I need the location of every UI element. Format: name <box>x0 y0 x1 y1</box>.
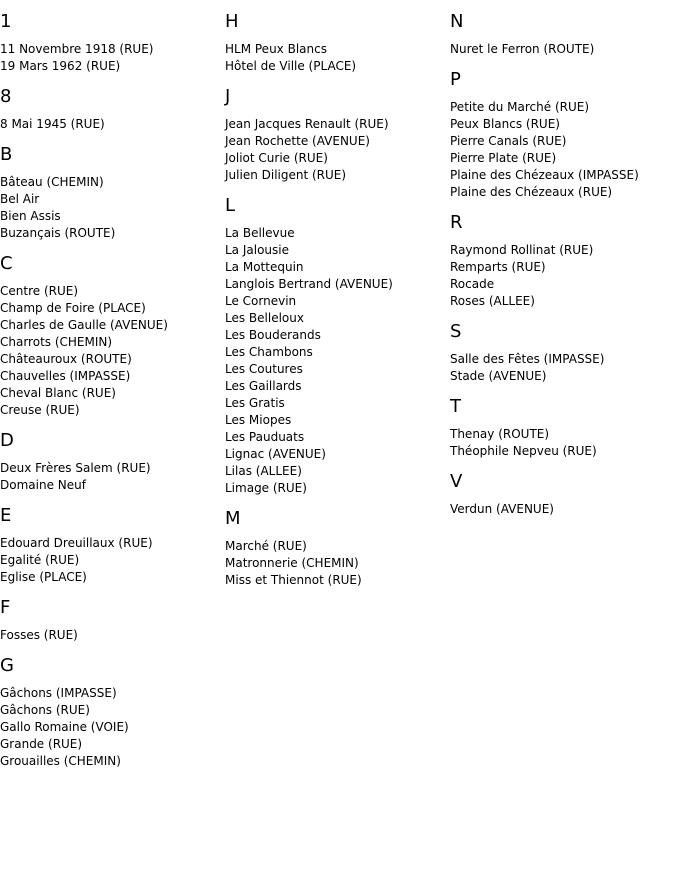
street-entry: Creuse (RUE) <box>0 403 80 417</box>
street-entry: Jean Jacques Renault (RUE) <box>225 117 389 131</box>
street-entry: Charrots (CHEMIN) <box>0 335 113 349</box>
street-list <box>0 460 222 494</box>
street-entry: Remparts (RUE) <box>450 260 546 274</box>
section-letter-heading: M <box>225 508 241 529</box>
street-list <box>0 41 222 75</box>
street-entry: Bel Air <box>0 192 40 206</box>
street-list <box>0 627 222 644</box>
street-entry: Châteauroux (ROUTE) <box>0 352 132 366</box>
street-entry: Chauvelles (IMPASSE) <box>0 369 131 383</box>
street-entry: Pierre Canals (RUE) <box>450 134 567 148</box>
street-entry: Plaine des Chézeaux (RUE) <box>450 185 613 199</box>
street-entry: Cheval Blanc (RUE) <box>0 386 116 400</box>
street-entry: 8 Mai 1945 (RUE) <box>0 117 105 131</box>
section-letter-heading: P <box>450 69 461 90</box>
letter-section <box>450 321 672 385</box>
street-entry: La Mottequin <box>225 260 304 274</box>
street-entry: Buzançais (ROUTE) <box>0 226 116 240</box>
street-entry: Théophile Nepveu (RUE) <box>450 444 597 458</box>
street-entry: Matronnerie (CHEMIN) <box>225 556 359 570</box>
street-entry: La Bellevue <box>225 226 295 240</box>
street-list <box>225 225 447 497</box>
street-entry: Fosses (RUE) <box>0 628 78 642</box>
street-entry: Edouard Dreuillaux (RUE) <box>0 536 153 550</box>
street-list <box>450 41 672 58</box>
street-index-column-2 <box>225 0 447 600</box>
section-letter-heading: F <box>0 597 11 618</box>
street-entry: Peux Blancs (RUE) <box>450 117 560 131</box>
section-letter-heading: B <box>0 144 13 165</box>
letter-section <box>0 11 222 75</box>
letter-section <box>225 86 447 184</box>
letter-section <box>225 11 447 75</box>
street-list <box>450 351 672 385</box>
street-entry: Jean Rochette (AVENUE) <box>225 134 370 148</box>
street-entry: Domaine Neuf <box>0 478 86 492</box>
street-entry: Hôtel de Ville (PLACE) <box>225 59 357 73</box>
street-entry: Nuret le Ferron (ROUTE) <box>450 42 595 56</box>
street-list <box>0 283 222 419</box>
street-entry: Pierre Plate (RUE) <box>450 151 557 165</box>
street-entry: Les Miopes <box>225 413 292 427</box>
street-entry: Eglise (PLACE) <box>0 570 87 584</box>
street-entry: Julien Diligent (RUE) <box>225 168 347 182</box>
street-entry: HLM Peux Blancs <box>225 42 327 56</box>
letter-section <box>450 212 672 310</box>
street-entry: Bien Assis <box>0 209 61 223</box>
street-entry: Lilas (ALLEE) <box>225 464 302 478</box>
letter-section <box>0 655 222 770</box>
street-list <box>225 538 447 589</box>
street-entry: Langlois Bertrand (AVENUE) <box>225 277 393 291</box>
street-entry: Deux Frères Salem (RUE) <box>0 461 151 475</box>
street-list <box>0 535 222 586</box>
street-list <box>225 116 447 184</box>
street-entry: Petite du Marché (RUE) <box>450 100 590 114</box>
street-entry: Les Gaillards <box>225 379 302 393</box>
section-letter-heading: E <box>0 505 12 526</box>
street-list <box>225 41 447 75</box>
street-entry: La Jalousie <box>225 243 289 257</box>
section-letter-heading: 8 <box>0 86 12 107</box>
letter-section <box>0 430 222 494</box>
letter-section <box>450 11 672 58</box>
street-entry: Les Bouderands <box>225 328 321 342</box>
section-letter-heading: C <box>0 253 13 274</box>
letter-section <box>450 69 672 201</box>
section-letter-heading: T <box>450 396 461 417</box>
street-list <box>450 99 672 201</box>
section-letter-heading: G <box>0 655 14 676</box>
street-entry: Centre (RUE) <box>0 284 79 298</box>
street-entry: Charles de Gaulle (AVENUE) <box>0 318 168 332</box>
section-letter-heading: H <box>225 11 239 32</box>
section-letter-heading: N <box>450 11 464 32</box>
letter-section <box>0 86 222 133</box>
letter-section <box>0 144 222 242</box>
street-entry: Marché (RUE) <box>225 539 307 553</box>
street-entry: Les Pauduats <box>225 430 305 444</box>
street-entry: Les Chambons <box>225 345 313 359</box>
street-list <box>450 501 672 518</box>
street-entry: Verdun (AVENUE) <box>450 502 554 516</box>
street-entry: Raymond Rollinat (RUE) <box>450 243 594 257</box>
street-entry: Les Coutures <box>225 362 303 376</box>
street-entry: Bâteau (CHEMIN) <box>0 175 104 189</box>
section-letter-heading: D <box>0 430 14 451</box>
street-entry: Plaine des Chézeaux (IMPASSE) <box>450 168 639 182</box>
street-index-column-3 <box>450 0 672 529</box>
street-entry: Lignac (AVENUE) <box>225 447 326 461</box>
letter-section <box>225 508 447 589</box>
street-entry: Thenay (ROUTE) <box>450 427 550 441</box>
section-letter-heading: J <box>225 86 231 107</box>
letter-section <box>450 396 672 460</box>
street-entry: 19 Mars 1962 (RUE) <box>0 59 121 73</box>
street-list <box>0 116 222 133</box>
street-entry: Salle des Fêtes (IMPASSE) <box>450 352 605 366</box>
street-entry: Limage (RUE) <box>225 481 307 495</box>
letter-section <box>0 253 222 419</box>
street-entry: 11 Novembre 1918 (RUE) <box>0 42 154 56</box>
section-letter-heading: L <box>225 195 236 216</box>
street-entry: Le Cornevin <box>225 294 297 308</box>
street-entry: Egalité (RUE) <box>0 553 80 567</box>
street-entry: Grande (RUE) <box>0 737 83 751</box>
section-letter-heading: 1 <box>0 11 12 32</box>
letter-section <box>0 597 222 644</box>
street-entry: Grouailles (CHEMIN) <box>0 754 121 768</box>
street-entry: Joliot Curie (RUE) <box>225 151 328 165</box>
street-entry: Gâchons (IMPASSE) <box>0 686 117 700</box>
street-entry: Gallo Romaine (VOIE) <box>0 720 129 734</box>
section-letter-heading: V <box>450 471 463 492</box>
street-entry: Gâchons (RUE) <box>0 703 90 717</box>
street-list <box>450 426 672 460</box>
street-entry: Roses (ALLEE) <box>450 294 535 308</box>
street-entry: Les Gratis <box>225 396 285 410</box>
street-list <box>450 242 672 310</box>
street-entry: Rocade <box>450 277 495 291</box>
letter-section <box>0 505 222 586</box>
letter-section <box>450 471 672 518</box>
street-entry: Les Belleloux <box>225 311 304 325</box>
section-letter-heading: S <box>450 321 462 342</box>
street-entry: Stade (AVENUE) <box>450 369 547 383</box>
section-letter-heading: R <box>450 212 463 233</box>
letter-section <box>225 195 447 497</box>
street-list <box>0 174 222 242</box>
street-entry: Miss et Thiennot (RUE) <box>225 573 362 587</box>
street-list <box>0 685 222 770</box>
street-entry: Champ de Foire (PLACE) <box>0 301 146 315</box>
street-index-column-1 <box>0 0 222 781</box>
